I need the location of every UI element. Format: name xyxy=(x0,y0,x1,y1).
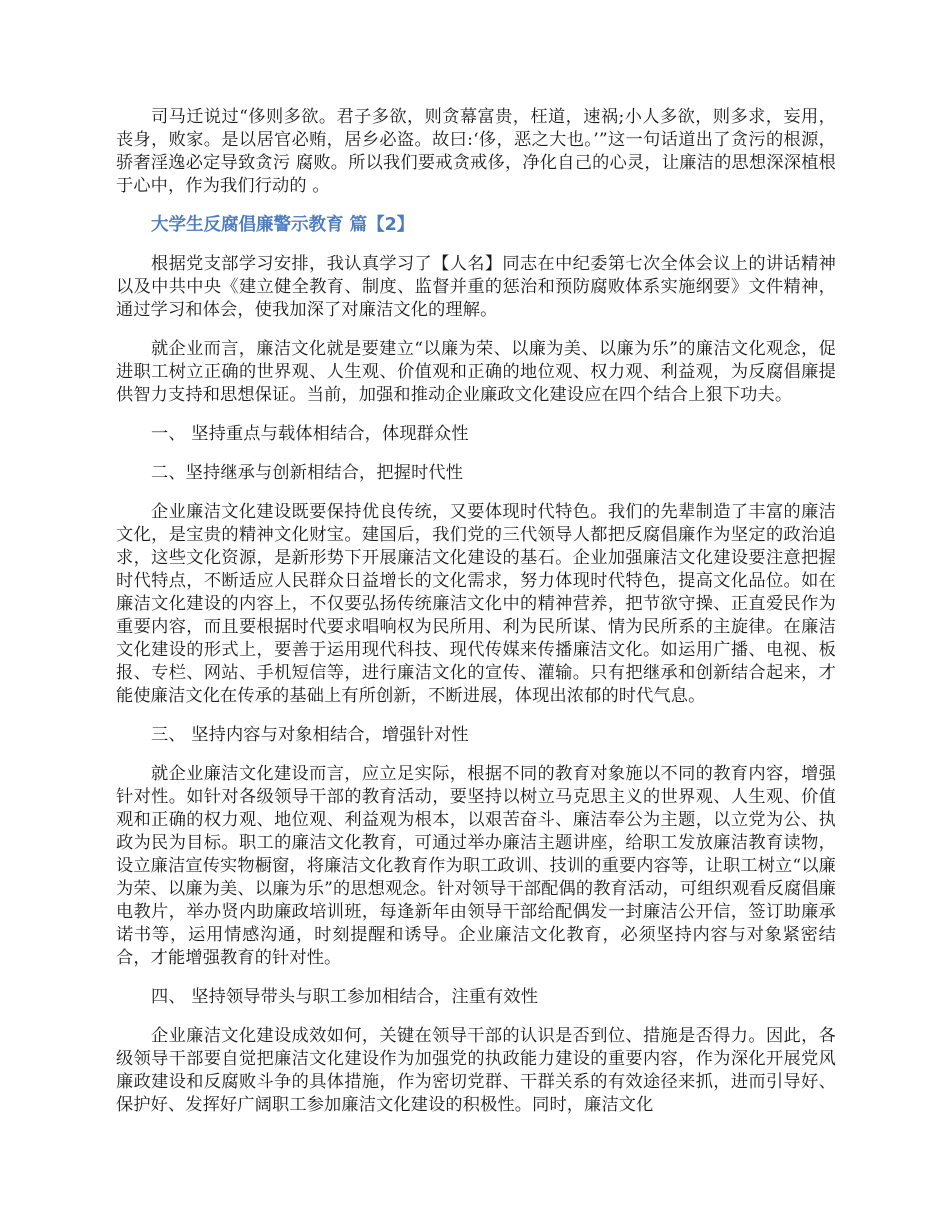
point-2-body: 企业廉洁文化建设既要保持优良传统，又要体现时代特色。我们的先辈制造了丰富的廉洁文化，是宝贵的精神文化财宝。建国后，我们党的三代领导人都把反腐倡廉作为坚定的政治追求，这些文化资源，是新形势下开展廉洁文化建设的基石。企业加强廉洁文化建设要注意把握时代特点，不断适应人民群众日益增长的文化需求，努力体现时代特色，提高文化品位。如在廉洁文化建设的内容上，不仅要弘扬传统廉洁文化中的精神营养，把节欲守操、正直爱民作为重要内容，而且要根据时代要求唱响权为民所用、利为民所谋、情为民所系的主旋律。在廉洁文化建设的形式上，要善于运用现代科技、现代传媒来传播廉洁文化。如运用广播、电视、板报、专栏、网站、手机短信等，进行廉洁文化的宣传、灌输。只有把继承和创新结合起来，才能使廉洁文化在传承的基础上有所创新，不断进展，体现出浓郁的时代气息。 xyxy=(116,502,836,706)
body-paragraph: 根据党支部学习安排，我认真学习了【人名】同志在中纪委第七次全体会议上的讲话精神以及中共中央《建立健全教育、制度、监督并重的惩治和预防腐败体系实施纲要》文件精神，通过学习和体会，使我加深了对廉洁文化的理解。 xyxy=(116,254,836,320)
intro-paragraph: 司马迁说过“侈则多欲。君子多欲，则贪幕富贵，枉道，速祸;小人多欲，则多求，妄用，丧身，败家。是以居官必贿，居乡必盗。故曰:‘侈，恶之大也。’”这一句话道出了贪污的根源，骄奢淫逸必定导致贪污 腐败。所以我们要戒贪戒侈，净化自己的心灵，让廉洁的思想深深植根于心中，作为我们行动的 。 xyxy=(116,107,836,196)
point-4-body: 企业廉洁文化建设成效如何，关键在领导干部的认识是否到位、措施是否得力。因此，各级领导干部要自觉把廉洁文化建设作为加强党的执政能力建设的重要内容，作为深化开展党风廉政建设和反腐败斗争的具体措施，作为密切党群、干群关系的有效途径来抓，进而引导好、保护好、发挥好广阔职工参加廉洁文化建设的积极性。同时，廉洁文化 xyxy=(116,1026,836,1115)
point-heading-3: 三、 坚持内容与对象相结合，增强针对性 xyxy=(151,725,469,745)
section-title: 大学生反腐倡廉警示教育 篇【2】 xyxy=(151,215,415,235)
point-heading-2: 二、坚持继承与创新相结合，把握时代性 xyxy=(151,463,464,483)
point-heading-1: 一、 坚持重点与载体相结合，体现群众性 xyxy=(151,424,469,444)
point-3-body: 就企业廉洁文化建设而言，应立足实际，根据不同的教育对象施以不同的教育内容，增强针对性。如针对各级领导干部的教育活动，要坚持以树立马克思主义的世界观、人生观、价值观和正确的权力观、地位观、利益观为根本，以艰苦奋斗、廉洁奉公为主题，以立党为公、执政为民为目标。职工的廉洁文化教育，可通过举办廉洁主题讲座，给职工发放廉洁教育读物，设立廉洁宣传实物橱窗，将廉洁文化教育作为职工政训、技训的重要内容等，让职工树立“以廉为荣、以廉为美、以廉为乐”的思想观念。针对领导干部配偶的教育活动，可组织观看反腐倡廉电教片，举办贤内助廉政培训班，每逢新年由领导干部给配偶发一封廉洁公开信，签订助廉承诺书等，运用情感沟通，时刻提醒和诱导。企业廉洁文化教育，必须坚持内容与对象紧密结合，才能增强教育的针对性。 xyxy=(116,764,836,968)
body-paragraph: 就企业而言，廉洁文化就是要建立“以廉为荣、以廉为美、以廉为乐”的廉洁文化观念，促进职工树立正确的世界观、人生观、价值观和正确的地位观、权力观、利益观，为反腐倡廉提供智力支持和思想保证。当前，加强和推动企业廉政文化建设应在四个结合上狠下功夫。 xyxy=(116,339,836,405)
point-heading-4: 四、 坚持领导带头与职工参加相结合，注重有效性 xyxy=(151,987,539,1007)
